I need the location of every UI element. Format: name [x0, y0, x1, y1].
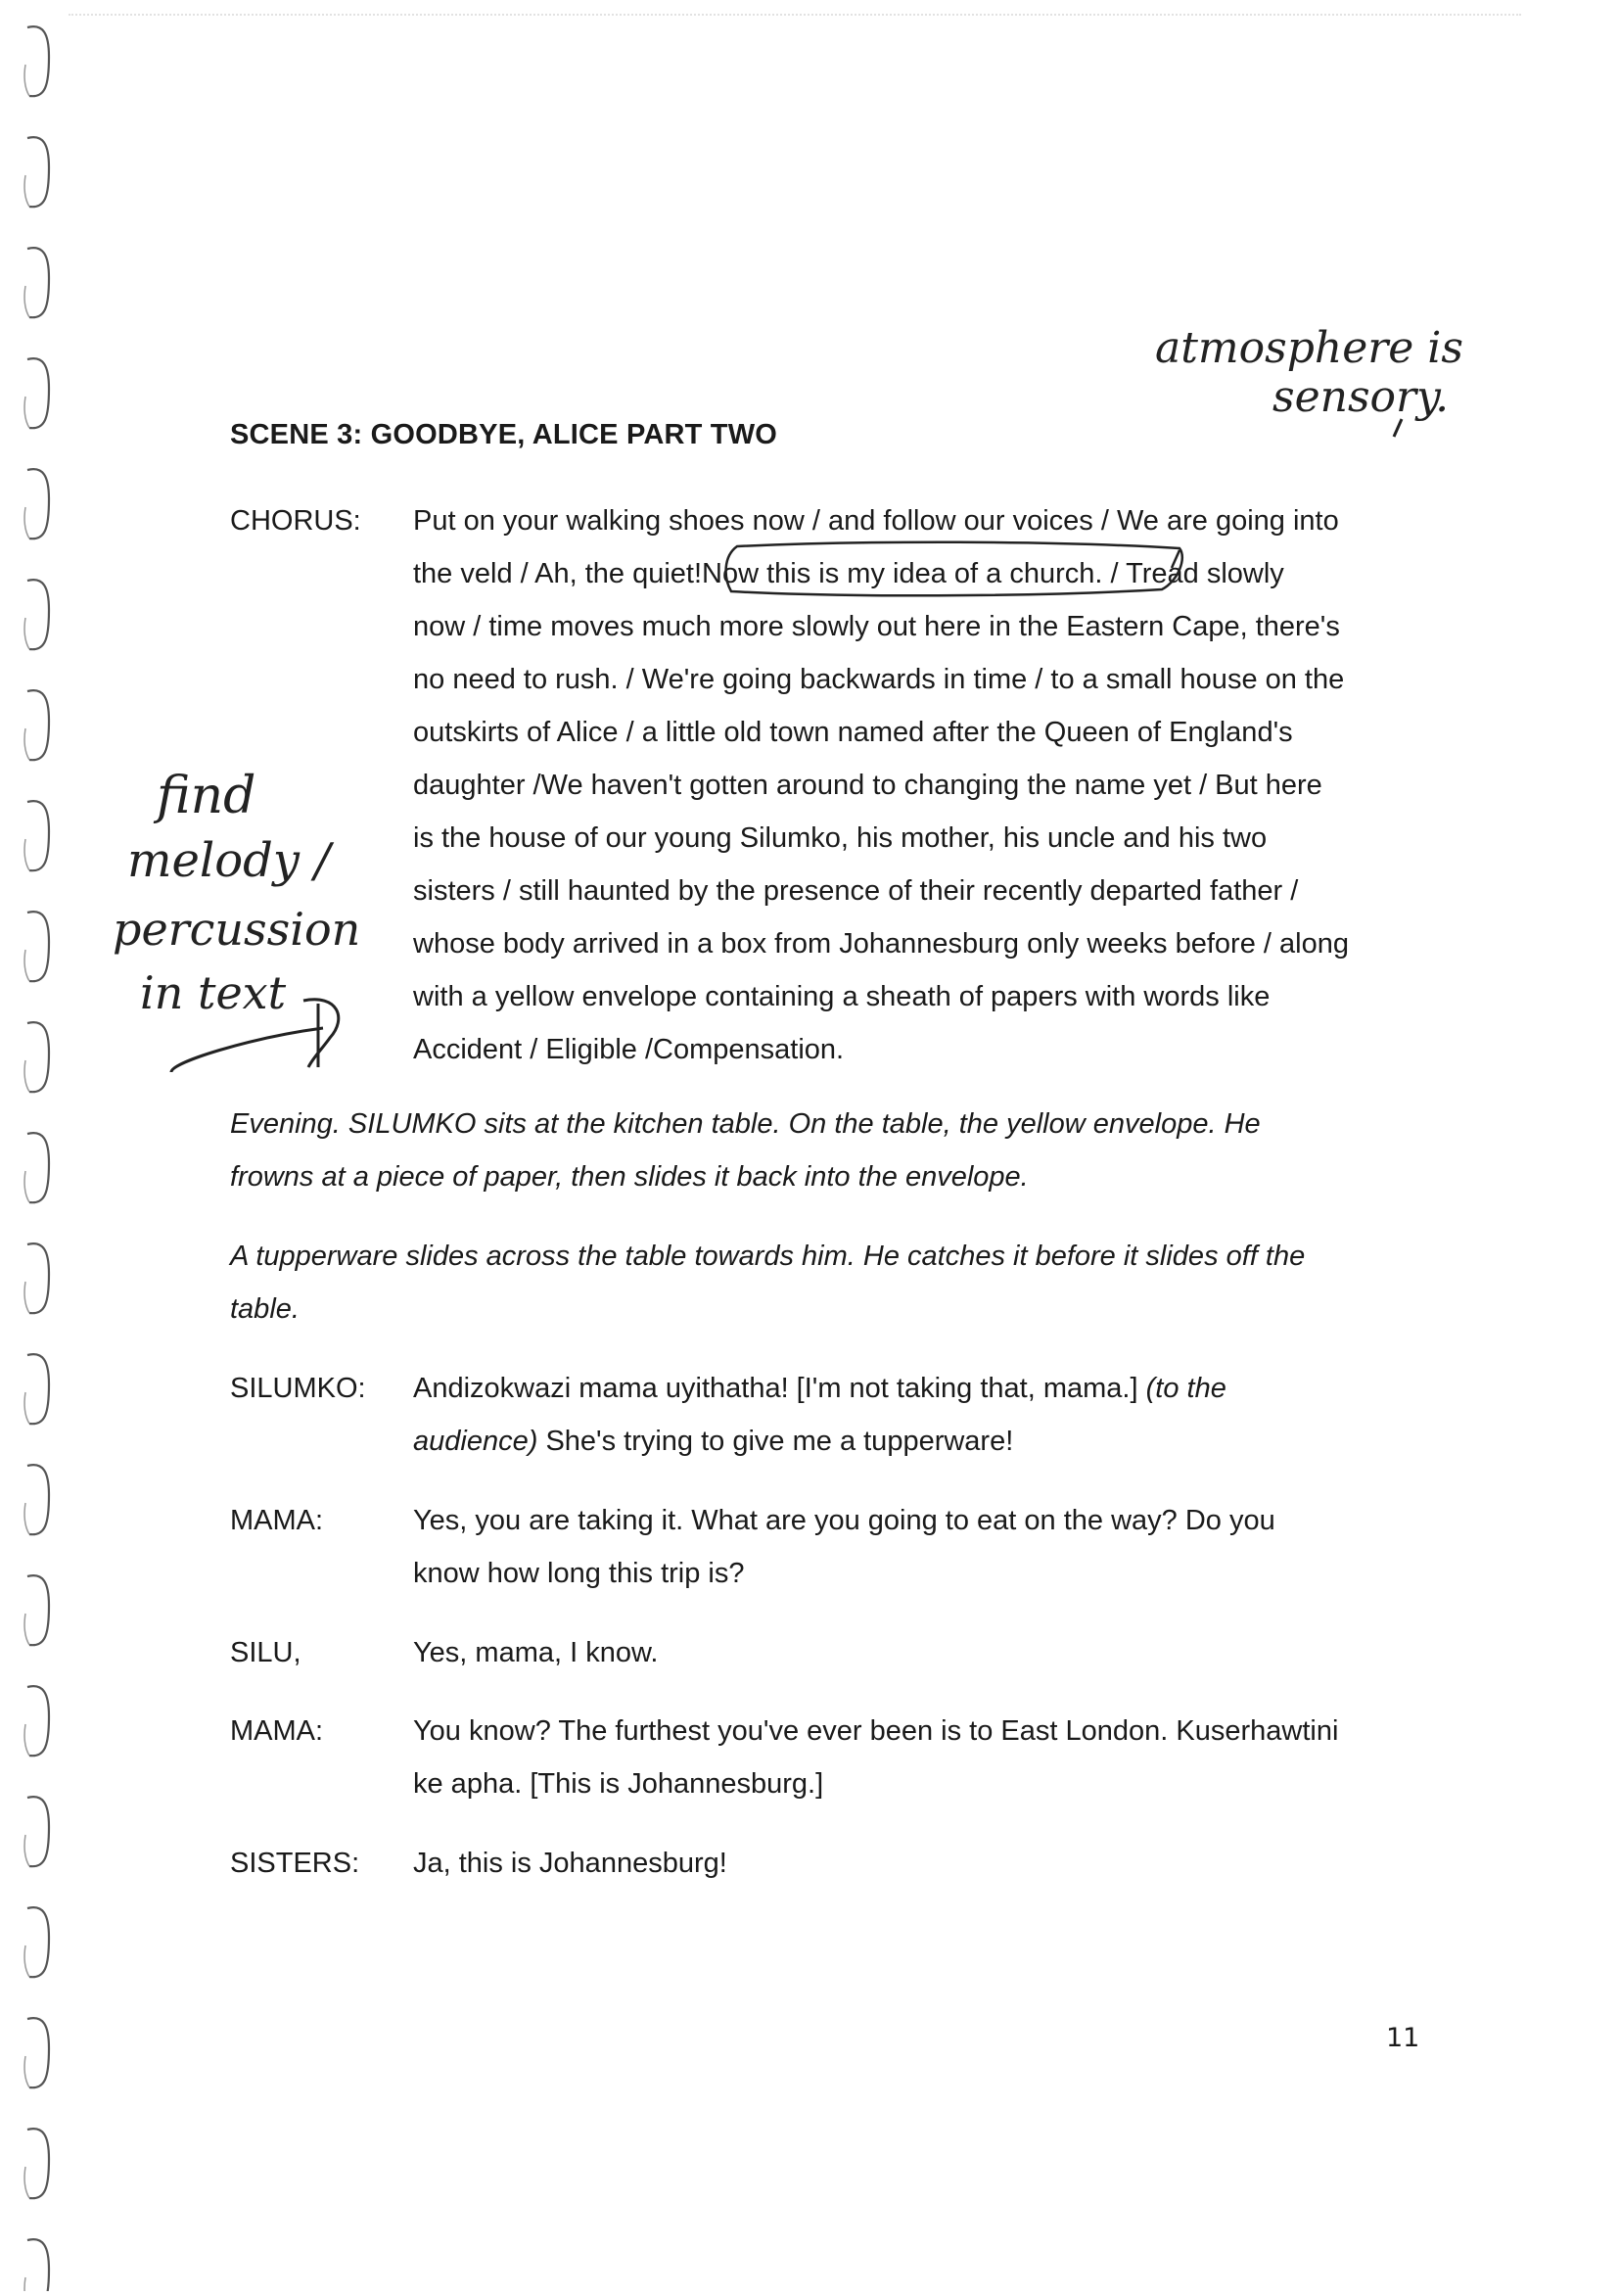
binding-ring — [27, 1907, 49, 1977]
speech-line: daughter /We haven't gotten around to changing the name yet / But here — [413, 770, 1322, 801]
speaker-silumko: SILUMKO: — [230, 1373, 366, 1404]
binding-ring-shadow — [24, 2277, 29, 2291]
binding-ring-shadow — [24, 1060, 29, 1092]
dialogue-sisters — [230, 1837, 1434, 1890]
speech-line: know how long this trip is? — [413, 1558, 745, 1589]
speech-line: no need to rush. / We're going backwards in time / to a small house on the — [413, 664, 1345, 695]
speech-line: is the house of our young Silumko, his mother, his uncle and his two — [413, 822, 1268, 854]
binding-ring — [27, 1354, 49, 1424]
speech-line: ke apha. [This is Johannesburg.] — [413, 1768, 824, 1800]
note-line-find: find — [157, 767, 256, 825]
binding-ring — [27, 801, 49, 870]
binding-ring-shadow — [24, 286, 29, 317]
speech-line: now / time moves much more slowly out here in the Eastern Cape, there's — [413, 611, 1340, 642]
speech-line: Ja, this is Johannesburg! — [413, 1848, 727, 1879]
dialogue-silu — [230, 1626, 1434, 1679]
aside-fragment: audience) — [413, 1426, 538, 1457]
binding-ring — [27, 2239, 49, 2291]
binding-ring — [27, 358, 49, 428]
binding-ring-shadow — [24, 397, 29, 428]
binding-ring-shadow — [24, 1724, 29, 1756]
binding-ring — [27, 1797, 49, 1866]
note-line-melody: melody / — [127, 833, 331, 888]
binding-ring-shadow — [24, 839, 29, 870]
note-line-in-text: in text — [140, 966, 287, 1019]
speaker-silu: SILU, — [230, 1637, 301, 1668]
speech-line: Yes, mama, I know. — [413, 1637, 659, 1668]
direction-line: Evening. SILUMKO sits at the kitchen table. On the table, the yellow envelope. He — [230, 1108, 1261, 1140]
binding-ring — [27, 1575, 49, 1645]
direction-line: table. — [230, 1293, 300, 1325]
binding-ring-shadow — [24, 2056, 29, 2087]
speech-fragment: the veld / Ah, the quiet! — [413, 558, 703, 589]
binding-ring — [27, 2018, 49, 2087]
scene-title: SCENE 3: GOODBYE, ALICE PART TWO — [230, 419, 778, 450]
binding-ring — [27, 912, 49, 981]
speech-fragment: She's trying to give me a tupperware! — [545, 1426, 1014, 1457]
binding-ring — [27, 248, 49, 317]
binding-ring-shadow — [24, 65, 29, 96]
binding-ring-shadow — [24, 175, 29, 207]
speech-line — [413, 1362, 1434, 1415]
note-line-2: sensory. — [1272, 372, 1450, 422]
aside-fragment: (to the — [1145, 1373, 1226, 1404]
binding-ring-shadow — [24, 728, 29, 760]
binding-ring-shadow — [24, 1392, 29, 1424]
speaker-chorus: CHORUS: — [230, 505, 361, 537]
binding-ring-shadow — [24, 1503, 29, 1534]
speech-line: Accident / Eligible /Compensation. — [413, 1034, 845, 1065]
speech-line: with a yellow envelope containing a sheath of papers with words like — [413, 981, 1271, 1012]
speech-line: You know? The furthest you've ever been is to East London. Kuserhawtini — [413, 1715, 1339, 1747]
binding-ring — [27, 469, 49, 539]
binding-ring — [27, 1133, 49, 1202]
speech-line: Put on your walking shoes now / and follow our voices / We are going into — [413, 505, 1339, 537]
note-line-1: atmosphere is — [1155, 323, 1463, 373]
speech-line: sisters / still haunted by the presence of their recently departed father / — [413, 875, 1299, 907]
page-number: 11 — [1386, 2023, 1420, 2053]
dialogue-mama-2 — [230, 1705, 1434, 1810]
speaker-mama: MAMA: — [230, 1715, 324, 1747]
circled-phrase: Now this is my idea of a church. — [702, 558, 1103, 589]
hand-drawn-circle — [719, 539, 1189, 599]
speech-line: outskirts of Alice / a little old town named after the Queen of England's — [413, 717, 1293, 748]
binding-ring-shadow — [24, 2167, 29, 2198]
binding-ring-shadow — [24, 1171, 29, 1202]
binding-ring-shadow — [24, 1282, 29, 1313]
note-line-percussion: percussion — [113, 903, 361, 956]
speaker-mama: MAMA: — [230, 1505, 324, 1536]
stage-direction — [230, 1098, 1434, 1203]
binding-ring — [27, 1465, 49, 1534]
speech-fragment: / Tread slowly — [1110, 558, 1284, 589]
binding-ring-shadow — [24, 507, 29, 539]
binding-ring — [27, 1686, 49, 1756]
binding-ring-shadow — [24, 1835, 29, 1866]
direction-line: A tupperware slides across the table towards him. He catches it before it slides off the — [230, 1241, 1306, 1272]
spiral-binding — [22, 0, 61, 2291]
dialogue-silumko — [230, 1362, 1434, 1468]
stage-direction — [230, 1230, 1434, 1335]
speech-fragment: Andizokwazi mama uyithatha! [I'm not taking that, mama.] — [413, 1373, 1138, 1404]
binding-ring — [27, 1243, 49, 1313]
dialogue-mama-1 — [230, 1494, 1434, 1600]
binding-ring-shadow — [24, 1945, 29, 1977]
binding-ring — [27, 26, 49, 96]
binding-ring — [27, 1022, 49, 1092]
speech-line — [413, 1415, 1434, 1468]
speaker-sisters: SISTERS: — [230, 1848, 360, 1879]
binding-ring-shadow — [24, 1614, 29, 1645]
binding-ring — [27, 690, 49, 760]
binding-ring — [27, 137, 49, 207]
scan-edge — [69, 14, 1521, 16]
binding-ring — [27, 2129, 49, 2198]
binding-ring-shadow — [24, 618, 29, 649]
binding-ring-shadow — [24, 950, 29, 981]
handwritten-note-top-right — [1145, 313, 1478, 441]
speech-line: whose body arrived in a box from Johannesburg only weeks before / along — [413, 928, 1349, 960]
binding-ring — [27, 580, 49, 649]
direction-line: frowns at a piece of paper, then slides it back into the envelope. — [230, 1161, 1029, 1193]
speech-line: Yes, you are taking it. What are you going to eat on the way? Do you — [413, 1505, 1275, 1536]
